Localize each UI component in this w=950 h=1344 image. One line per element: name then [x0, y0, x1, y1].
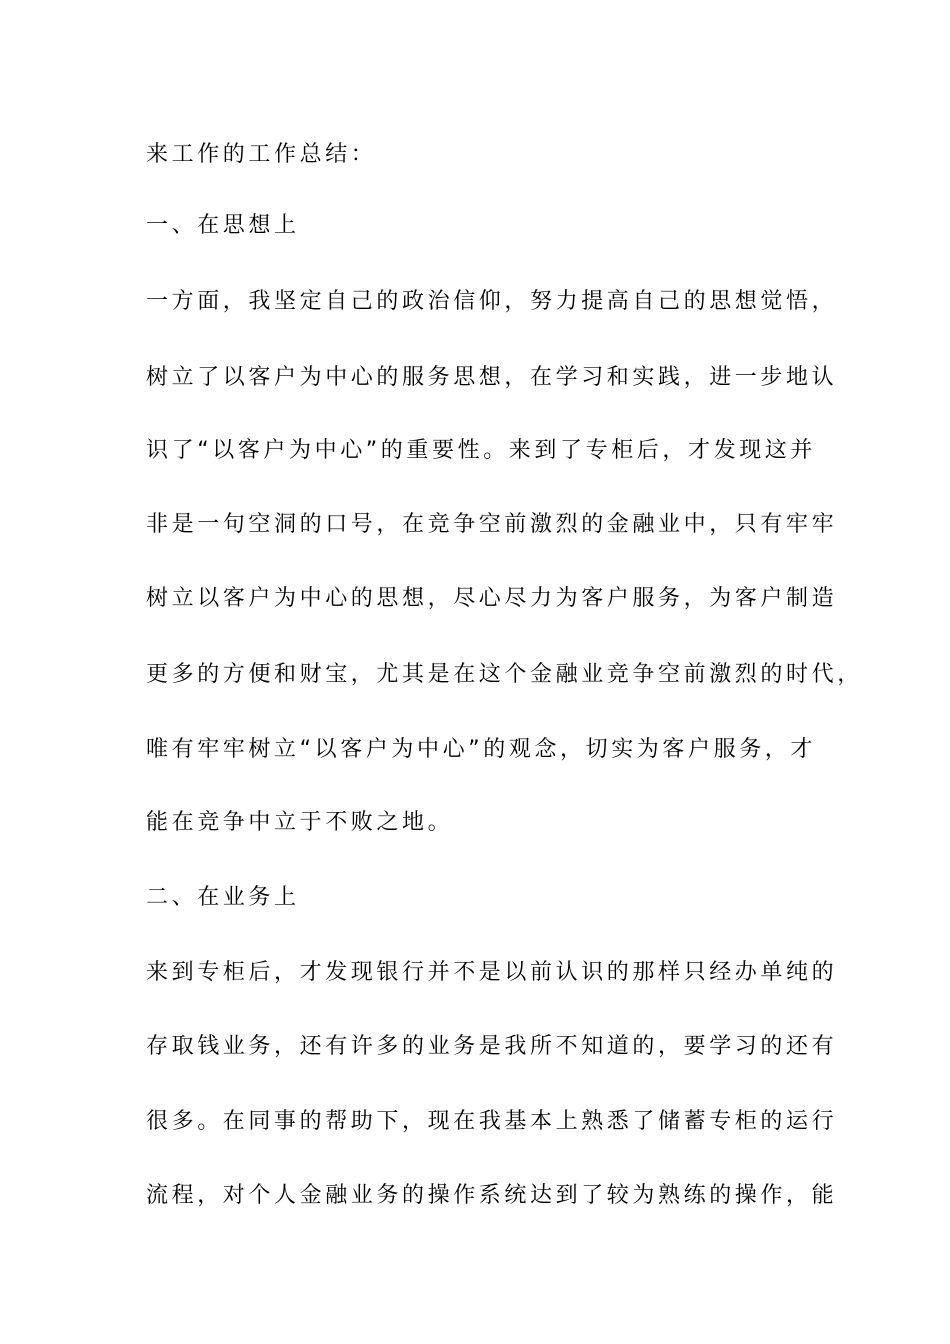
paragraph-line: 很多。在同事的帮助下，现在我基本上熟悉了储蓄专柜的运行	[146, 1109, 838, 1134]
summary-intro-line: 来工作的工作总结：	[146, 142, 377, 167]
paragraph-line: 树立以客户为中心的思想，尽心尽力为客户服务，为客户制造	[146, 586, 838, 611]
section-heading-thought: 一、在思想上	[146, 213, 300, 238]
paragraph-line: 能在竞争中立于不败之地。	[146, 810, 454, 835]
paragraph-line: 存取钱业务，还有许多的业务是我所不知道的，要学习的还有	[146, 1034, 838, 1059]
paragraph-line: 识了“以客户为中心”的重要性。来到了专柜后，才发现这并	[146, 438, 816, 463]
paragraph-line: 唯有牢牢树立“以客户为中心”的观念，切实为客户服务，才	[146, 737, 816, 762]
paragraph-line: 来到专柜后，才发现银行并不是以前认识的那样只经办单纯的	[146, 960, 838, 985]
paragraph-line: 流程，对个人金融业务的操作系统达到了较为熟练的操作，能	[146, 1183, 838, 1208]
paragraph-line: 树立了以客户为中心的服务思想，在学习和实践，进一步地认	[146, 365, 838, 390]
paragraph-line: 一方面，我坚定自己的政治信仰，努力提高自己的思想觉悟，	[146, 289, 838, 314]
paragraph-line: 非是一句空洞的口号，在竞争空前激烈的金融业中，只有牢牢	[146, 512, 838, 537]
section-heading-business: 二、在业务上	[146, 885, 300, 910]
paragraph-line: 更多的方便和财宝，尤其是在这个金融业竞争空前激烈的时代，	[146, 662, 863, 687]
